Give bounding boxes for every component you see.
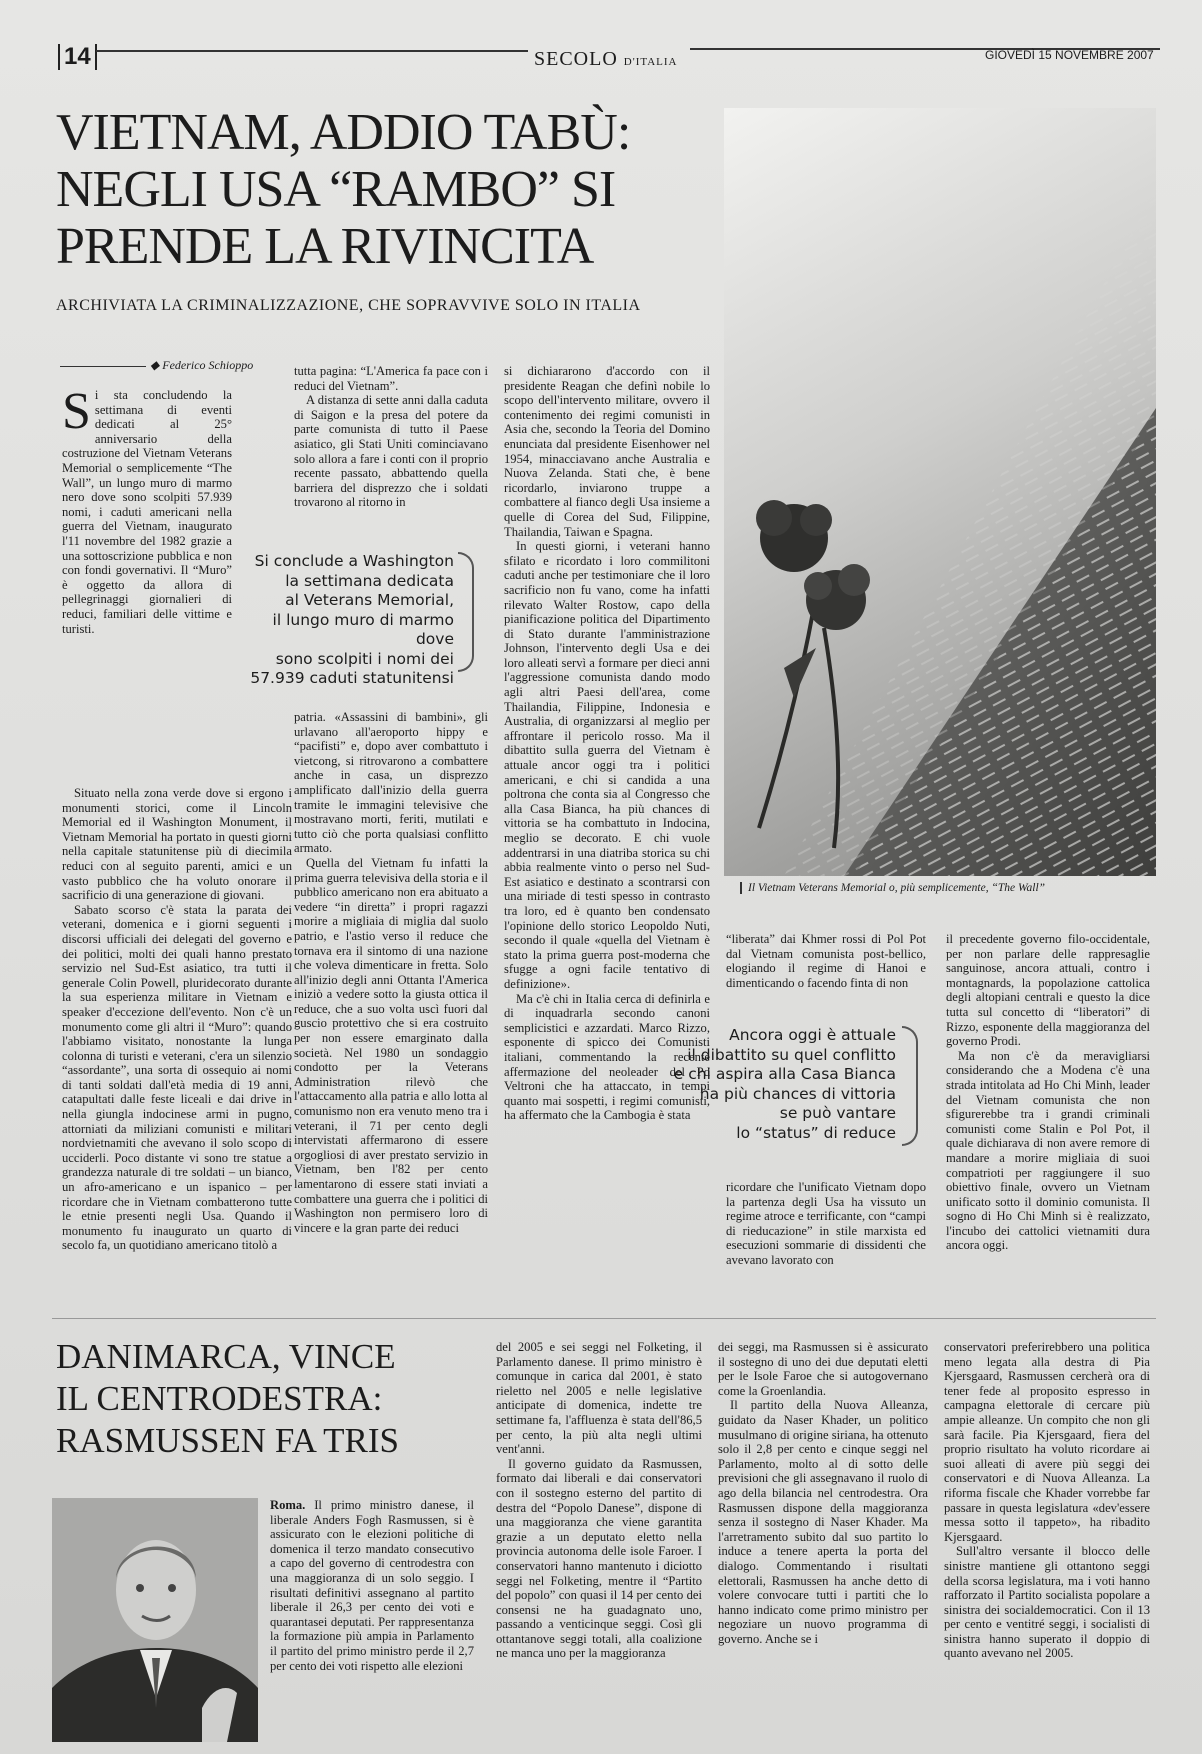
pull-quote-1-line: il lungo muro di marmo dove xyxy=(272,610,454,648)
rasmussen-photo xyxy=(52,1498,258,1742)
article2-title: DANIMARCA, VINCE IL CENTRODESTRA: RASMUSSEN FA TRIS xyxy=(56,1337,399,1460)
pull-quote-2-line: ha più chances di vittoria xyxy=(699,1084,896,1103)
col1-paragraph-b: Situato nella zona verde dove si ergono i monumenti storici, come il Lincoln Memorial ed il Washington Monument, il Vietnam Memorial ha portato in questi giorni nella capitale statunitense più di diecimila reduci con al seguito parenti, amici e un vasto pubblico che ha voluto onorare il sacrificio di una generazione di giovani. xyxy=(62,786,292,903)
pull-quote-1-line: Si conclude a Washington xyxy=(254,552,454,570)
masthead-name: SECOLO xyxy=(534,48,618,70)
article2-col4-paragraph-a: conservatori preferirebbero una politica meno legata alla destra di Pia Kjersgaard, Rasmussen cercherà ora di tener fede al proposito espresso in campagna elettorale di cercare più ampie alleanze. Un compito che non gli sarà facile. Pia Kjersgaard, fiera del proprio risultato ha voluto ricordare ai suoi alleati di avere più seggi dei conservatori e di Nuova Alleanza. La riforma fiscale che Khader vorrebbe far passare in questa legislatura «dev'essere messa sotto il tappeto», ha ribadito Kjersgaard. xyxy=(944,1340,1150,1544)
pull-quote-1-bracket xyxy=(458,552,474,672)
drop-cap: S xyxy=(62,383,91,440)
masthead-small: D'ITALIA xyxy=(623,56,678,68)
article2-column-3 xyxy=(718,1340,928,1646)
header-rule-left xyxy=(96,50,528,52)
col2-paragraph-b: A distanza di sette anni dalla caduta di Saigon e la presa del potere da parte comunista di tutto il Paese asiatico, gli Stati Uniti cominciavano solo allora a fare i conti con il proprio recente passato, abbattendo quella barriera del disprezzo che i soldati trovarono al ritorno in xyxy=(294,393,488,510)
col3-paragraph-a: si dichiararono d'accordo con il presidente Reagan che definì nobile lo scopo dell'intervento militare, ovvero il contenimento dei regimi comunisti in Asia che, secondo la Teoria del Domino enunciata dal presidente Eisenhower nel 1954, minacciavano anche Australia e Nuova Zelanda. Stati che, è bene ricordarlo, inviarono truppe a combattere al fianco degli Usa insieme a quelle di Corea del Sud, Filippine, Thailandia, Taiwan e Spagna. xyxy=(504,364,710,539)
issue-date: GIOVEDÌ 15 NOVEMBRE 2007 xyxy=(985,48,1154,62)
page-number: 14 xyxy=(58,44,97,70)
article-separator xyxy=(52,1318,1156,1319)
article-column-2b xyxy=(294,710,488,1235)
col2-paragraph-c: patria. «Assassini di bambini», gli urlavano all'aeroporto hippy e “pacifisti” e, dopo aver combattuto i vietcong, si ritrovarono a combattere anche in casa, un disprezzo amplificato dall'inizio della guerra tramite le immagini televisive che mostravano morti, feriti, mutilati e tutto ciò che porta qualsiasi conflitto armato. xyxy=(294,710,488,856)
memorial-photo-art xyxy=(724,108,1156,876)
pull-quote-2-line: se può vantare xyxy=(779,1104,896,1122)
article-column-1b xyxy=(62,786,292,1253)
col3-paragraph-b: In questi giorni, i veterani hanno sfilato e ricordato i loro commilitoni caduti anche per testimoniare che il loro sacrificio non fu vano, come ha infatti rilevato Walter Rostow, capo della pianificazione politica del Dipartimento di Stato durante l'amministrazione Johnson, l'intervento degli Usa e dei loro alleati servì a formare per dieci anni l'aggressione comunista dando modo agli altri Paesi dell'area, come Thailandia, Filippine, Indonesia e Australia, di organizzarsi al meglio per affrontare il pericolo rosso. Ma il dibattito sulla guerra del Vietnam è attuale ancor oggi tra i politici americani, e chi si candida a una poltrona che conta sia al Congresso che alla Casa Bianca, ha più chances di vittoria se ha combattuto in Indocina, meglio se decorato. E chi vuole addentrarsi in una diatriba storica su chi abbia realmente vinto o perso nel Sud-Est asiatico e destinato a scontrarsi con una miriade di testi spesso in contrasto tra loro, ed è quanto ben condensato l'opinione dello storico Leopoldo Nuti, secondo il quale «quella del Vietnam è stato la prima guerra post-moderna che sfugge a ogni facile tentativo di definizione». xyxy=(504,539,710,991)
author-name: Federico Schioppo xyxy=(162,358,254,372)
photo-caption: Il Vietnam Veterans Memorial o, più semplicemente, “The Wall” xyxy=(740,882,1045,894)
col3-paragraph-c: Ma c'è chi in Italia cerca di definirla e di inquadrarla secondo canoni semplicistici e azzardati. Marco Rizzo, esponente di spicco dei Comunisti italiani, commentando la recente affermazione del neoleader del Pd Veltroni che ha attaccato, in tempi quanto mai sospetti, i regimi comunisti, ha affermato che la Cambogia è stata xyxy=(504,991,710,1123)
col4-paragraph-a: “liberata” dai Khmer rossi di Pol Pot dal Vietnam comunista post-bellico, elogiando il regime di Hanoi e dimenticando o facendo finta di non xyxy=(726,932,926,990)
pull-quote-2-bracket xyxy=(902,1026,918,1146)
article2-col3-paragraph-b: Il partito della Nuova Alleanza, guidato da Naser Khader, un politico musulmano di origine siriana, ha ottenuto solo il 2,8 per cento e cinque seggi nel Parlamento, molto al di sotto delle previsioni che gli assegnavano il ruolo di ago della bilancia nel centrodestra. Ora Rasmussen dispone della maggioranza senza il sostegno di Naser Khader. Ma l'arretramento subito dal suo partito lo induce a tenere aperta la porta del dialogo. Commentando i risultati elettorali, Rasmussen ha anche detto di volere convocare tutti i partiti che lo hanno indicato come primo ministro per negoziare un nuovo programma di governo. Anche se i xyxy=(718,1398,928,1646)
article2-col2-paragraph-b: Il governo guidato da Rasmussen, formato dai liberali e dai conservatori con il sostegno esterno del partito di destra del “Popolo Danese”, dispone di una maggioranza che viene garantita grazie a un deputato eletto nella provincia autonoma delle isole Faroer. I conservatori hanno mantenuto i diciotto seggi nel Folketing, mentre il “Partito del popolo” con quasi il 14 per cento dei consensi ne ha guadagnato uno, passando a venticinque seggi. Così gli ottantanove seggi totali, alla coalizione ne manca uno per la maggioranza xyxy=(496,1456,702,1661)
pull-quote-1-line: sono scolpiti i nomi dei xyxy=(275,649,454,668)
article-column-2 xyxy=(294,364,488,510)
byline-rule xyxy=(60,366,146,367)
pull-quote-2-line: Ancora oggi è attuale xyxy=(729,1026,896,1044)
col5-paragraph-b: Ma non c'è da meravigliarsi considerando che a Modena c'è una strada intitolata ad Ho Chi Minh, leader del Vietnam comunista che non sfigurerebbe tra i grandi criminali comunisti come Stalin e Pol Pot, il quale dichiarava di non avere remore di mandare a morire migliaia di suoi compatrioti per raggiungere il suo obiettivo finale, ovvero un Vietnam unificato sotto il dominio comunista. Il sogno di Ho Chi Minh si è realizzato, l'incubo dei cattolici vietnamiti dura ancora oggi. xyxy=(946,1048,1150,1253)
article-column-3 xyxy=(504,364,710,1123)
pull-quote-1-line: la settimana dedicata xyxy=(285,571,454,590)
article2-col1-text: Il primo ministro danese, il liberale Anders Fogh Rasmussen, si è assicurato con le elezioni politiche di domenica il terzo mandato consecutivo a capo del governo di centrodestra con una maggioranza di un solo seggio. I risultati definitivi assegnano al partito liberale il 26,3 per cento dei voti e quarantasei deputati. Per rappresentanza la formazione più ampia in Parlamento il partito del primo ministro perde il 2,7 per cento dei voti rispetto alle elezioni xyxy=(270,1498,474,1673)
pull-quote-2 xyxy=(640,1026,896,1143)
article-subtitle: ARCHIVIATA LA CRIMINALIZZAZIONE, CHE SOPRAVVIVE SOLO IN ITALIA xyxy=(56,297,641,314)
article2-col2-paragraph-a: del 2005 e sei seggi nel Folketing, il Parlamento danese. Il primo ministro è comunque in carica dal 2001, è stato rieletto nel 2005 e nelle legislative anticipate di domenica, indette tre settimane fa, l'affluenza è stata dell'86,5 per cento, la più alta negli ultimi vent'anni. xyxy=(496,1340,702,1457)
memorial-photo xyxy=(724,108,1156,876)
article2-dateline: Roma. xyxy=(270,1498,306,1512)
article2-col4-paragraph-b: Sull'altro versante il blocco delle sinistre mantiene gli ottantono seggi della scorsa legislatura, ma i voti hanno rafforzato il Partito socialista popolare a sinistra dei socialdemocratici. Con il 13 per cento e ventitré seggi, i socialisti di sinistra hanno superato il doppio di quanto avevano nel 2005. xyxy=(944,1544,1150,1661)
article-title: VIETNAM, ADDIO TABÙ: NEGLI USA “RAMBO” SI PRENDE LA RIVINCITA xyxy=(56,104,631,275)
article-column-4 xyxy=(726,932,926,990)
col4-paragraph-b: ricordare che l'unificato Vietnam dopo la partenza degli Usa ha vissuto un regime atroce e terrificante, con “campi di rieducazione” in stile marxista ed esecuzioni sommarie di dissidenti che avevano lavorato con xyxy=(726,1180,926,1267)
article-column-5 xyxy=(946,932,1150,1253)
pull-quote-2-line: il dibattito su quel conflitto xyxy=(687,1045,896,1064)
pull-quote-2-line: e chi aspira alla Casa Bianca xyxy=(673,1065,896,1083)
rasmussen-photo-art xyxy=(52,1498,258,1742)
pull-quote-1-line: 57.939 caduti statunitensi xyxy=(250,669,454,687)
col2-paragraph-a: tutta pagina: “L'America fa pace con i reduci del Vietnam”. xyxy=(294,364,488,393)
article-column-4b xyxy=(726,1180,926,1268)
pull-quote-1 xyxy=(232,552,454,689)
pull-quote-2-line: lo “status” di reduce xyxy=(736,1123,896,1142)
article2-col3-paragraph-a: dei seggi, ma Rasmussen si è assicurato il sostegno di uno dei due deputati eletti per le Isole Faroe che si autogovernano come la Groenlandia. xyxy=(718,1340,928,1398)
col1-paragraph-c: Sabato scorso c'è stata la parata dei veterani, domenica e i giorni seguenti i discorsi ufficiali dei delegati del governo e dei politici, molti dei quali hanno prestato servizio nel Sud-Est asiatico, tra tutti il generale Colin Powell, pluridecorato durante la sua esperienza militare in Vietnam e speaker d'eccezione dell'evento. Non c'è un monumento come gli altri il “Muro”: quando l'abbiamo visitato, nonostante la lunga colonna di turisti e veterani, c'era un silenzio “assordante”, una sorta di ossequio ai nomi di tanti soldati dall'età media di 19 anni, catapultati dalle feste liceali e dai drive in nella giungla indocinese armi in pugno, attorniati da miliziani comunisti e militari nordvietnamiti che avevano il solo scopo di ucciderli. Poco distante vi sono tre statue a grandezza naturale di tre soldati – un bianco, un afro-americano e un ispanico – per ricordare che in Vietnam combatterono tutte le etnie presenti negli Usa. Quando il monumento fu inaugurato un quarto di secolo fa, un quotidiano americano titolò a xyxy=(62,902,292,1253)
article2-column-1 xyxy=(270,1498,474,1673)
col5-paragraph-a: il precedente governo filo-occidentale, per non parlare delle rappresaglie sanguinose, ancora attuali, contro i montagnards, la popolazione cattolica degli altopiani centrali e questo la dice tutta sul concetto di “liberatori” di Rizzo, esponente della maggioranza del governo Prodi. xyxy=(946,932,1150,1049)
col2-paragraph-d: Quella del Vietnam fu infatti la prima guerra televisiva della storia e il pubblico americano non era abituato a vedere “in diretta” i propri ragazzi morire a migliaia di miglia dal suolo patrio, e l'astio verso il reduce che tornava era il sintomo di una nazione che voleva dimenticare in fretta. Solo all'inizio degli anni Ottanta l'America iniziò a vedere sotto la giusta ottica il reduce, che a suo volta uscì fuori dal guscio protettivo che si era costruito per non essere emarginato dalla società. Nel 1980 un sondaggio condotto per la Veterans Administration rilevò che l'attaccamento alla patria e allo lotta al comunismo non era venuto meno tra i veterani, il 71 per cento degli intervistati affermarono di essere orgogliosi di aver prestato servizio in Vietnam, ben l'82 per cento lamentarono di essere stati inviati a combattere una guerra che i politici di Washington non permisero loro di vincere e la gran parte dei reduci xyxy=(294,855,488,1235)
article-column-1 xyxy=(62,383,232,636)
pull-quote-1-line: al Veterans Memorial, xyxy=(285,591,454,609)
article2-column-4 xyxy=(944,1340,1150,1661)
byline: ◆ Federico Schioppo xyxy=(60,358,253,373)
masthead xyxy=(534,48,678,71)
col1-paragraph-a: i sta concludendo la settimana di eventi dedicati al 25° anniversario della costruzione del Vietnam Veterans Memorial o semplicemente “The Wall”, un lungo muro di marmo nero dove sono scolpiti 57.939 nomi, i caduti americani nella guerra del Vietnam, inaugurato l'11 novembre del 1982 grazie a una sottoscrizione pubblica e non con fondi governativi. Il “Muro” è oggetto da allora di pellegrinaggi giornalieri di reduci, familiari delle vittime e turisti. xyxy=(62,388,232,636)
article2-column-2 xyxy=(496,1340,702,1661)
